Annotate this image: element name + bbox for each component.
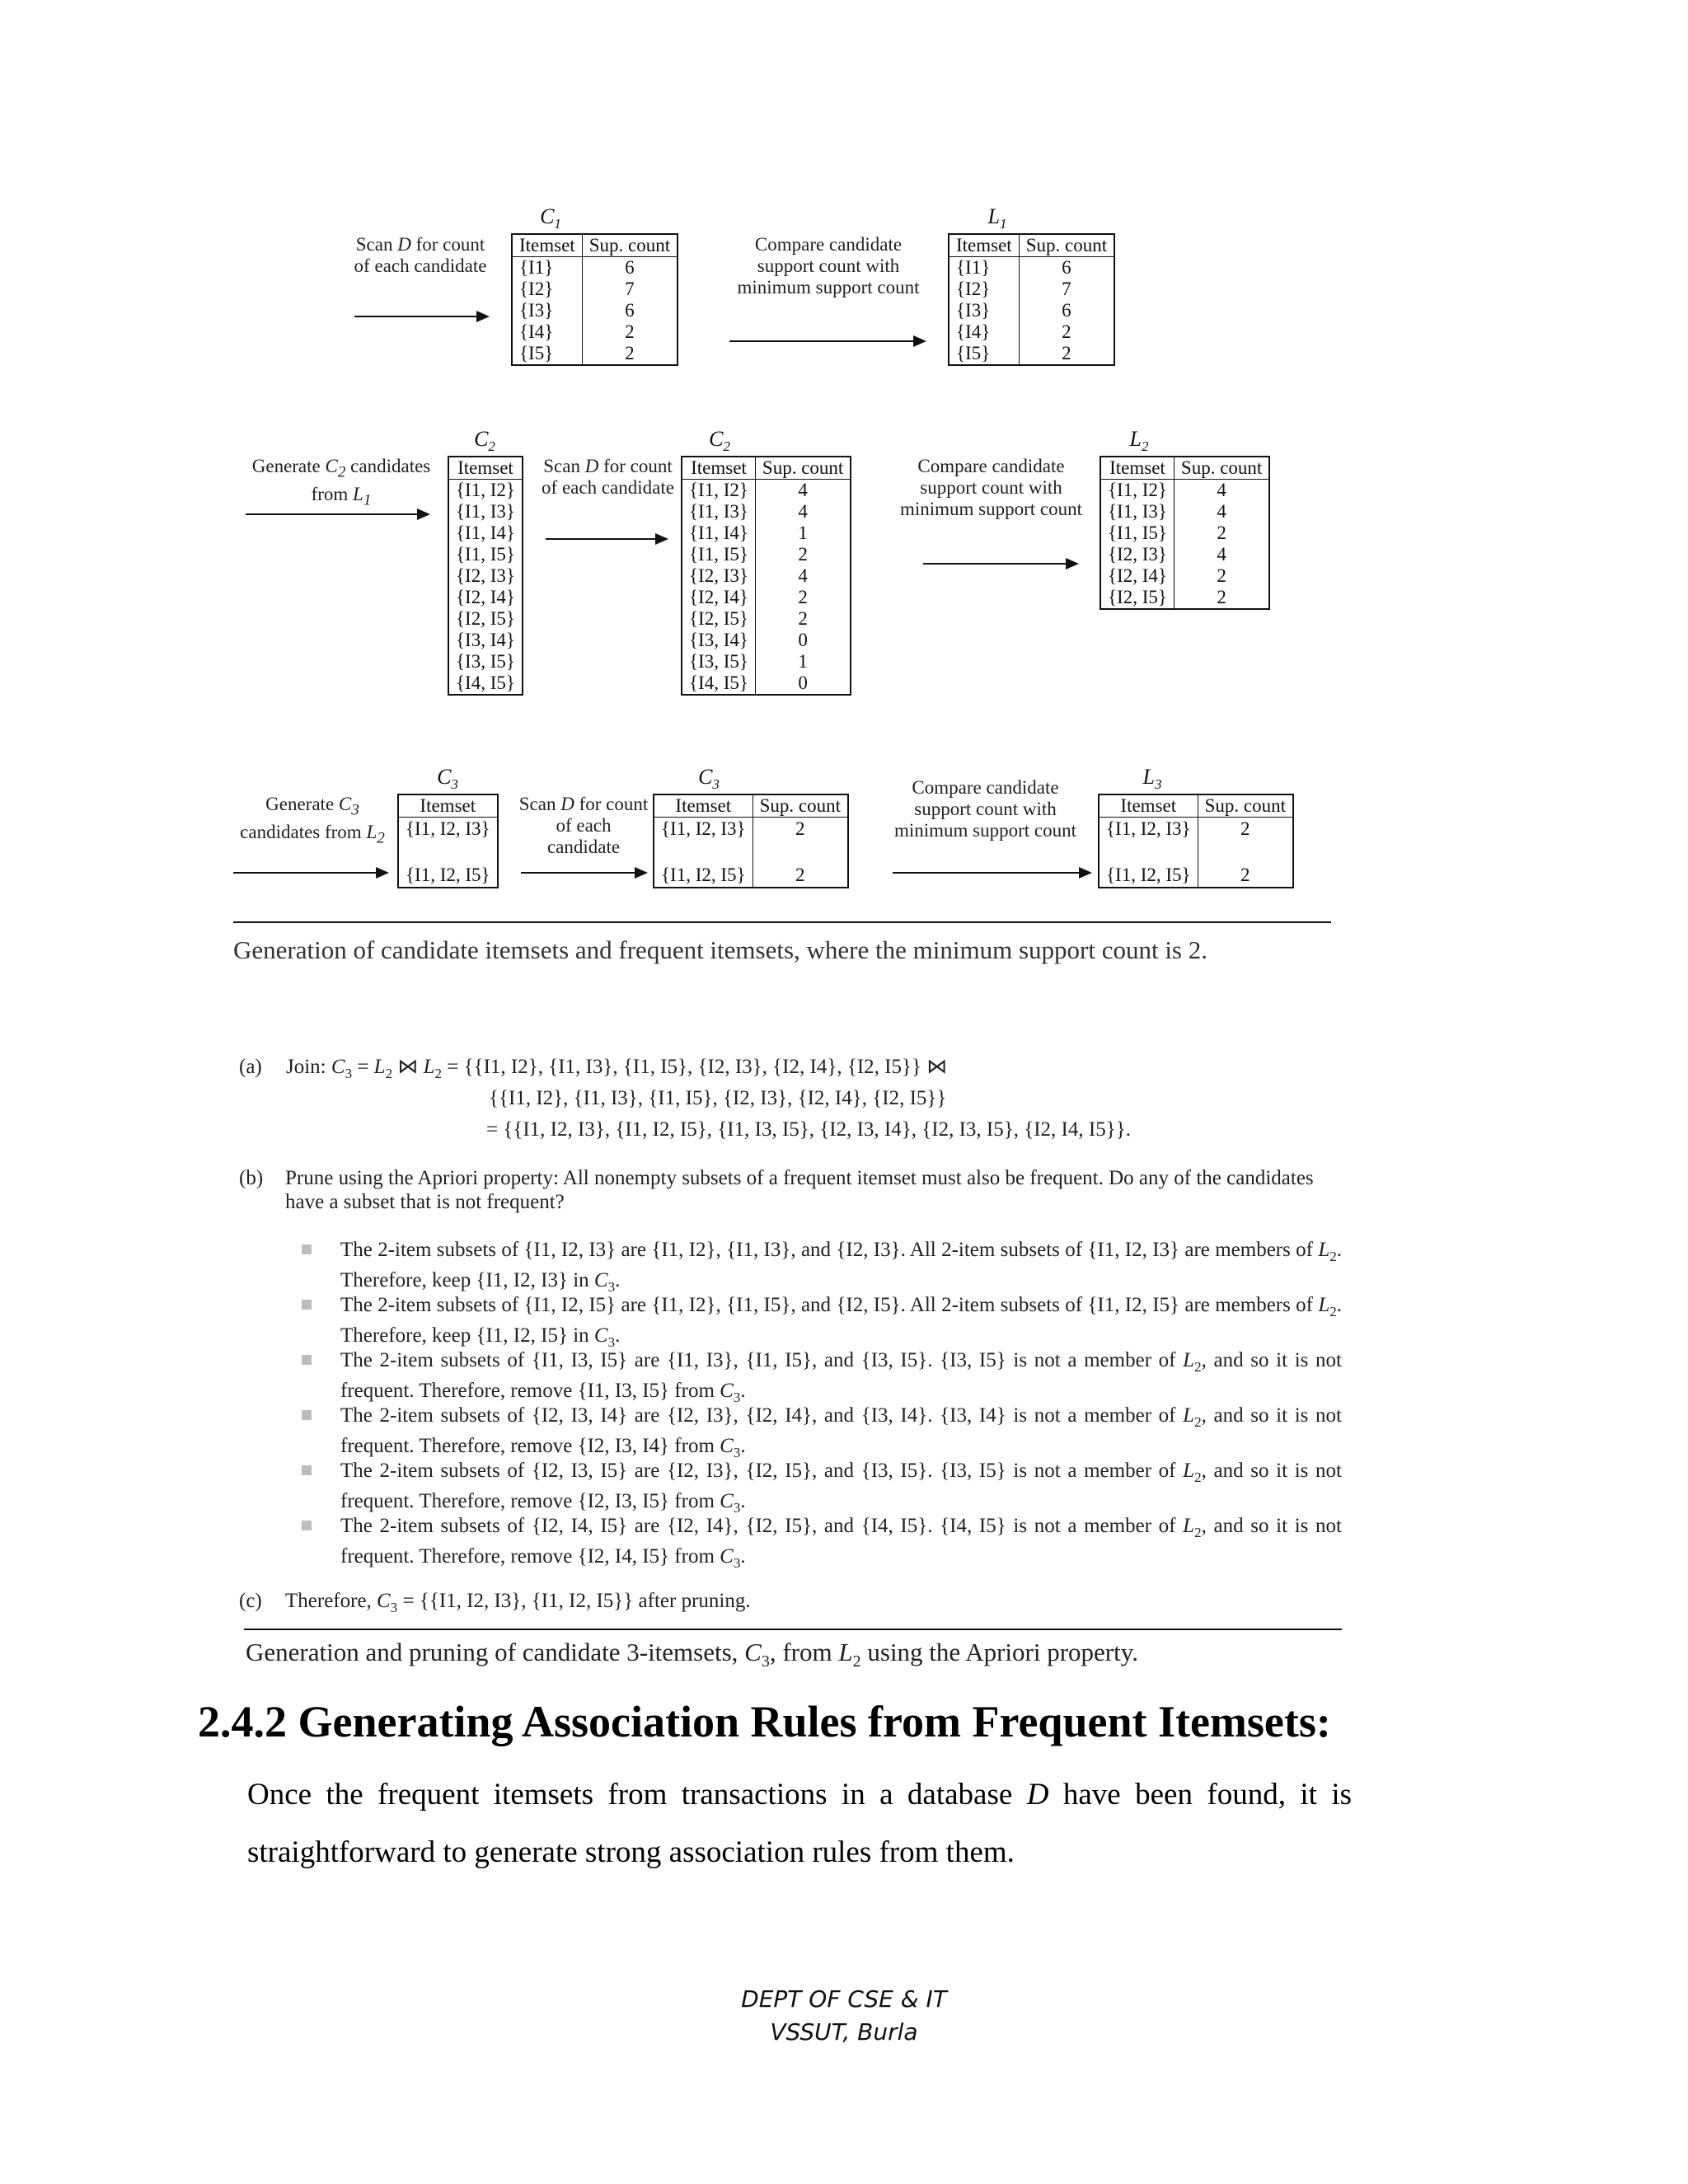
sup-count-cell: 2 xyxy=(1062,343,1071,363)
itemset-header: Itemset xyxy=(512,234,582,257)
table-row xyxy=(682,565,851,587)
table-header-row xyxy=(654,794,848,818)
sup-count-cell: 2 xyxy=(1217,565,1226,586)
figure-caption-1: Generation of candidate itemsets and frequent itemsets, where the minimum support count is 2. xyxy=(233,935,1207,964)
footer-dept: DEPT OF CSE & IT xyxy=(741,1985,947,2013)
table-row xyxy=(398,818,498,841)
itemset-cell: {I4} xyxy=(949,321,1019,343)
sup-count-cell: 2 xyxy=(798,608,808,629)
itemset-cell: {I1, I2, I5} xyxy=(654,841,753,888)
bullet-text: The 2-item subsets of {I2, I3, I5} are {I2, I3}, {I2, I5}, and {I3, I5}. {I3, I5} is not a member of $L_2$, and so it is not frequent. Therefore, remove {I2, I3, I5} from $C_3$. xyxy=(340,1460,1342,1516)
sup-count-cell: 7 xyxy=(625,279,635,299)
arrow-compare-row3 xyxy=(893,872,1081,874)
section-body: Once the frequent itemsets from transactions in a database D have been found, it is straightforward to generate strong association rules from them. xyxy=(247,1778,1353,1869)
itemset-cell: {I1, I2} xyxy=(1100,480,1174,502)
table-row xyxy=(1100,480,1269,502)
table-row xyxy=(654,818,848,841)
sup-count-cell: 2 xyxy=(1217,523,1226,543)
itemset-cell: {I3} xyxy=(512,300,582,321)
sup-count-cell: 6 xyxy=(1062,300,1071,321)
table-header-row xyxy=(448,457,523,480)
c1-table xyxy=(511,233,678,366)
l1-title: $L_1$ xyxy=(987,204,1007,232)
section-heading: 2.4.2 Generating Association Rules from Frequent Itemsets: xyxy=(198,1697,1331,1746)
sup-count-cell: 6 xyxy=(625,300,635,321)
sup-count-cell: 2 xyxy=(798,544,808,565)
table-row xyxy=(682,651,851,673)
sup-count-cell: 4 xyxy=(1217,544,1226,565)
itemset-header: Itemset xyxy=(1099,794,1198,818)
table-row xyxy=(1100,587,1269,609)
bullet-text: The 2-item subsets of {I1, I3, I5} are {I1, I3}, {I1, I5}, and {I3, I5}. {I3, I5} is not a member of $L_2$, and so it is not frequent. Therefore, remove {I1, I3, I5} from $C_3$. xyxy=(340,1349,1342,1405)
table-row xyxy=(682,523,851,544)
table-row xyxy=(448,651,523,673)
arrow-compare-row1 xyxy=(729,340,915,342)
table-row xyxy=(1100,544,1269,565)
itemset-header: Itemset xyxy=(448,457,523,480)
bullet-marker xyxy=(302,1410,312,1420)
figure-caption-2: Generation and pruning of candidate 3-itemsets, $C_3$, from $L_2$ using the Apriori property. xyxy=(246,1638,1138,1671)
table-row xyxy=(448,480,523,502)
sup-count-cell: 4 xyxy=(798,565,808,586)
sup-count-header: Sup. count xyxy=(755,457,851,480)
table-row xyxy=(682,480,851,502)
sup-count-cell: 2 xyxy=(1062,321,1071,342)
table-row xyxy=(682,501,851,523)
table-header-row xyxy=(1100,457,1269,480)
compare-label-row3: Compare candidate support count with minimum support count xyxy=(893,777,1077,841)
arrow-scan-row2 xyxy=(546,538,657,540)
sup-count-cell: 2 xyxy=(625,321,635,342)
sup-count-cell: 2 xyxy=(795,818,805,839)
c3a-table xyxy=(397,794,499,888)
step-b-label: (b) xyxy=(239,1167,264,1189)
footer-institution: VSSUT, Burla xyxy=(770,2018,918,2046)
itemset-cell: {I1, I5} xyxy=(1100,523,1174,544)
table-row xyxy=(949,300,1114,321)
table-row xyxy=(512,300,678,321)
table-row xyxy=(949,257,1114,279)
itemset-cell: {I2} xyxy=(949,279,1019,300)
table-row xyxy=(1099,841,1293,888)
table-row xyxy=(682,608,851,630)
step-a-line1: Join: $C_3 = L_2$ ⋈ $L_2 = \{\{I1$, I2}, {I1, I3}, {I1, I5}, {I2, I3}, {I2, I4}, {I2, I5}} ⋈ xyxy=(286,1056,948,1081)
itemset-header: Itemset xyxy=(654,794,753,818)
table-row xyxy=(1100,565,1269,587)
c2b-title: $C_2$ xyxy=(709,427,730,455)
itemset-cell: {I5} xyxy=(949,343,1019,365)
sup-count-cell: 1 xyxy=(798,651,808,672)
itemset-cell: {I1, I4} xyxy=(456,523,515,543)
bullet-text: The 2-item subsets of {I1, I2, I5} are {I1, I2}, {I1, I5}, and {I2, I5}. All 2-item subsets of {I1, I2, I5} are members of $L_2$. Therefore, keep {I1, I2, I5} in $C_3$. xyxy=(340,1294,1342,1350)
itemset-cell: {I2, I4} xyxy=(1100,565,1174,587)
scan-d-label-row2: Scan D for count of each candidate xyxy=(542,456,674,498)
itemset-cell: {I4, I5} xyxy=(682,673,755,695)
itemset-cell: {I2, I3} xyxy=(682,565,755,587)
itemset-header: Itemset xyxy=(398,794,498,818)
table-row xyxy=(448,587,523,608)
bullet-marker xyxy=(302,1244,312,1254)
sup-count-header: Sup. count xyxy=(1019,234,1114,257)
l1-table xyxy=(948,233,1115,366)
itemset-header: Itemset xyxy=(682,457,755,480)
itemset-cell: {I3, I4} xyxy=(456,630,515,650)
table-row xyxy=(1099,818,1293,841)
generate-c3-label: Generate $C_3$ candidates from $L_2$ xyxy=(240,794,385,847)
table-row xyxy=(512,321,678,343)
sup-count-header: Sup. count xyxy=(753,794,848,818)
itemset-cell: {I3, I5} xyxy=(456,651,515,672)
table-row xyxy=(682,587,851,608)
scan-d-label-row1: Scan D for count of each candidate xyxy=(354,234,487,276)
itemset-cell: {I2, I5} xyxy=(682,608,755,630)
itemset-cell: {I1, I2, I5} xyxy=(406,865,490,885)
sup-count-cell: 6 xyxy=(1062,257,1071,278)
arrow-compare-row2 xyxy=(923,563,1067,565)
sup-count-cell: 0 xyxy=(798,630,808,650)
table-row xyxy=(682,630,851,651)
itemset-cell: {I1, I2, I3} xyxy=(406,818,490,839)
step-a-line3: = {{I1, I2, I3}, {I1, I2, I5}, {I1, I3, I5}, {I2, I3, I4}, {I2, I3, I5}, {I2, I4, I5}}. xyxy=(486,1118,1131,1141)
itemset-cell: {I3, I4} xyxy=(682,630,755,651)
arrow-generate-row3 xyxy=(233,872,377,874)
sup-count-cell: 2 xyxy=(1240,865,1250,885)
table-row xyxy=(398,841,498,888)
table-row xyxy=(1100,523,1269,544)
table-row xyxy=(448,630,523,651)
c3a-title: $C_3$ xyxy=(437,765,458,793)
itemset-cell: {I2, I5} xyxy=(1100,587,1174,609)
table-header-row xyxy=(398,794,498,818)
itemset-cell: {I2, I4} xyxy=(682,587,755,608)
scan-d-label-row3: Scan D for count of each candidate xyxy=(518,794,649,857)
itemset-cell: {I5} xyxy=(512,343,582,365)
l2-title: $L_2$ xyxy=(1129,427,1149,455)
generate-c2-label: Generate $C_2$ candidates from $L_1$ xyxy=(251,456,431,509)
step-a-line2: {{I1, I2}, {I1, I3}, {I1, I5}, {I2, I3}, {I2, I4}, {I2, I5}} xyxy=(489,1087,947,1109)
table-header-row xyxy=(949,234,1114,257)
sup-count-cell: 2 xyxy=(1217,587,1226,607)
table-header-row xyxy=(512,234,678,257)
table-header-row xyxy=(682,457,851,480)
c3b-table xyxy=(653,794,849,888)
table-row xyxy=(512,279,678,300)
itemset-cell: {I2, I3} xyxy=(1100,544,1174,565)
table-row xyxy=(448,673,523,695)
itemset-cell: {I3} xyxy=(949,300,1019,321)
step-a-label: (a) xyxy=(239,1056,262,1078)
l2-table xyxy=(1100,456,1270,610)
step-c-label: (c) xyxy=(239,1590,262,1612)
itemset-cell: {I2, I4} xyxy=(456,587,515,607)
itemset-cell: {I1, I2, I5} xyxy=(1099,841,1198,888)
itemset-cell: {I3, I5} xyxy=(682,651,755,673)
itemset-cell: {I1, I3} xyxy=(456,501,515,522)
step-b-text: Prune using the Apriori property: All nonempty subsets of a frequent itemset must also be frequent. Do any of the candidates have a subset that is not frequent? xyxy=(285,1167,1314,1213)
itemset-cell: {I4} xyxy=(512,321,582,343)
itemset-cell: {I1} xyxy=(512,257,582,279)
c2a-title: $C_2$ xyxy=(474,427,495,455)
table-row xyxy=(512,343,678,365)
itemset-cell: {I1, I2} xyxy=(456,480,515,500)
sup-count-cell: 4 xyxy=(798,501,808,522)
l3-table xyxy=(1098,794,1294,888)
c2b-table xyxy=(681,456,851,696)
sup-count-cell: 4 xyxy=(1217,501,1226,522)
table-row xyxy=(682,544,851,565)
bullet-marker xyxy=(302,1465,312,1475)
table-row xyxy=(654,841,848,888)
sup-count-header: Sup. count xyxy=(1198,794,1293,818)
sup-count-header: Sup. count xyxy=(582,234,678,257)
table-row xyxy=(448,523,523,544)
sup-count-cell: 2 xyxy=(795,865,805,885)
bullet-text: The 2-item subsets of {I1, I2, I3} are {I1, I2}, {I1, I3}, and {I2, I3}. All 2-item subsets of {I1, I2, I3} are members of $L_2$. Therefore, keep {I1, I2, I3} in $C_3$. xyxy=(340,1239,1342,1295)
compare-label-row1: Compare candidate support count with minimum support count xyxy=(737,234,920,298)
sup-count-cell: 1 xyxy=(798,523,808,543)
sup-count-header: Sup. count xyxy=(1174,457,1269,480)
bullet-text: The 2-item subsets of {I2, I4, I5} are {I2, I4}, {I2, I5}, and {I4, I5}. {I4, I5} is not a member of $L_2$, and so it is not frequent. Therefore, remove {I2, I4, I5} from $C_3$. xyxy=(340,1515,1342,1571)
table-row xyxy=(949,321,1114,343)
itemset-cell: {I1, I2} xyxy=(682,480,755,502)
itemset-cell: {I1, I3} xyxy=(1100,501,1174,523)
itemset-cell: {I2, I5} xyxy=(456,608,515,629)
table-row xyxy=(448,565,523,587)
sup-count-cell: 2 xyxy=(1240,818,1250,839)
arrow-scan-row3 xyxy=(521,872,636,874)
table-row xyxy=(448,501,523,523)
caption-rule-1 xyxy=(233,921,1331,923)
itemset-cell: {I1, I5} xyxy=(456,544,515,565)
itemset-cell: {I2, I3} xyxy=(456,565,515,586)
arrow-scan-row1 xyxy=(354,316,478,317)
sup-count-cell: 4 xyxy=(1217,480,1226,500)
bullet-marker xyxy=(302,1521,312,1530)
itemset-cell: {I1, I5} xyxy=(682,544,755,565)
l3-title: $L_3$ xyxy=(1142,765,1162,793)
c1-title: $C_1$ xyxy=(540,204,561,232)
itemset-cell: {I1, I2, I3} xyxy=(654,818,753,841)
itemset-cell: {I1, I2, I3} xyxy=(1099,818,1198,841)
itemset-header: Itemset xyxy=(1100,457,1174,480)
c3b-title: $C_3$ xyxy=(698,765,720,793)
itemset-cell: {I1, I4} xyxy=(682,523,755,544)
sup-count-cell: 0 xyxy=(798,673,808,693)
sup-count-cell: 4 xyxy=(798,480,808,500)
sup-count-cell: 6 xyxy=(625,257,635,278)
table-row xyxy=(682,673,851,695)
step-c-text: Therefore, $C_3 = \{\{I1$, I2, I3}, {I1, I2, I5}} after pruning. xyxy=(285,1590,751,1615)
table-header-row xyxy=(1099,794,1293,818)
table-row xyxy=(448,608,523,630)
itemset-cell: {I4, I5} xyxy=(456,673,515,693)
c2a-table xyxy=(448,456,523,696)
table-row xyxy=(448,544,523,565)
sup-count-cell: 2 xyxy=(625,343,635,363)
arrow-generate-row2 xyxy=(246,513,419,515)
bullet-marker xyxy=(302,1355,312,1365)
itemset-cell: {I1, I3} xyxy=(682,501,755,523)
bullet-marker xyxy=(302,1300,312,1310)
itemset-cell: {I2} xyxy=(512,279,582,300)
sup-count-cell: 2 xyxy=(798,587,808,607)
table-row xyxy=(949,343,1114,365)
table-row xyxy=(949,279,1114,300)
compare-label-row2: Compare candidate support count with minimum support count xyxy=(899,456,1083,519)
table-row xyxy=(512,257,678,279)
itemset-cell: {I1} xyxy=(949,257,1019,279)
sup-count-cell: 7 xyxy=(1062,279,1071,299)
caption-rule-2 xyxy=(244,1629,1342,1630)
itemset-header: Itemset xyxy=(949,234,1019,257)
table-row xyxy=(1100,501,1269,523)
bullet-text: The 2-item subsets of {I2, I3, I4} are {I2, I3}, {I2, I4}, and {I3, I4}. {I3, I4} is not a member of $L_2$, and so it is not frequent. Therefore, remove {I2, I3, I4} from $C_3$. xyxy=(340,1404,1342,1460)
